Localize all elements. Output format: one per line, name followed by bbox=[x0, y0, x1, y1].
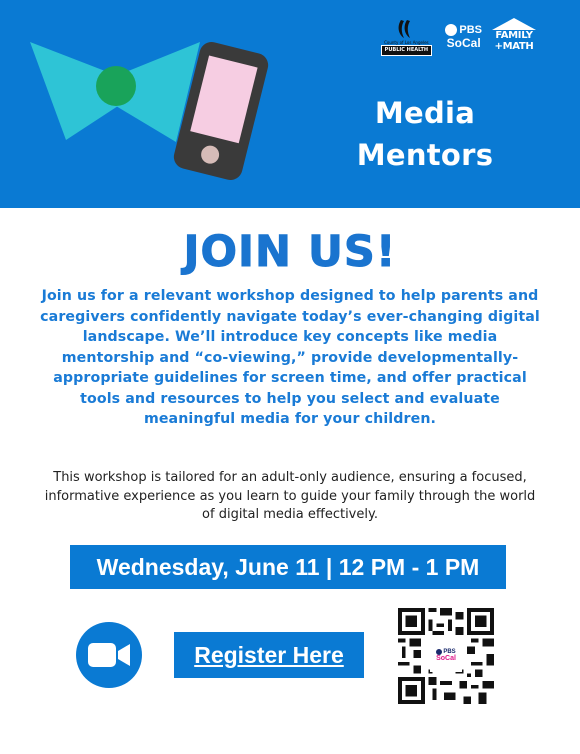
banner-title-line1: Media bbox=[374, 96, 476, 130]
register-link[interactable]: Register Here bbox=[174, 632, 364, 678]
family-math-line2: +MATH bbox=[494, 41, 534, 52]
public-health-logo bbox=[377, 18, 435, 64]
pbs-socal-logo bbox=[445, 24, 482, 50]
intro-paragraph: Join us for a relevant workshop designed to help parents and caregivers confidently navigate today’s ever-changing digital landscape. We’ll introduce key concepts like media mentorship and “co-viewing,” provide developmentally-appropriate guidelines for screen time, and offer practical tools and resources to help you select and evaluate meaningful media for your children. bbox=[40, 288, 540, 427]
banner-title-line2: Mentors bbox=[356, 138, 494, 172]
qr-pbs-socal-label bbox=[430, 640, 462, 672]
public-health-county: County of Los Angeles bbox=[384, 40, 429, 45]
public-health-mark-icon bbox=[395, 18, 417, 40]
pbs-head-icon bbox=[445, 24, 457, 36]
banner-title bbox=[330, 92, 520, 176]
detail-paragraph: This workshop is tailored for an adult-only audience, ensuring a focused, informative experience as you learn to guide your family through the world of digital media effectively. bbox=[44, 470, 536, 522]
date-time-banner: Wednesday, June 11 | 12 PM - 1 PM bbox=[70, 545, 506, 589]
pbs-text: PBS bbox=[459, 24, 482, 36]
public-health-label: PUBLIC HEALTH bbox=[381, 45, 432, 56]
qr-label-bottom: SoCal bbox=[436, 655, 456, 662]
join-us-heading: JOIN US! bbox=[183, 227, 397, 277]
video-camera-icon bbox=[88, 642, 130, 668]
header-banner bbox=[0, 0, 580, 208]
pbs-socal-text: SoCal bbox=[446, 36, 481, 50]
family-math-line1: FAMILY bbox=[495, 30, 533, 41]
partner-logos bbox=[377, 18, 536, 64]
smartphone-icon bbox=[166, 36, 276, 186]
family-math-logo bbox=[492, 18, 536, 52]
house-roof-icon bbox=[492, 18, 536, 30]
qr-label-top: PBS bbox=[443, 649, 456, 655]
zoom-video-button[interactable] bbox=[76, 622, 142, 688]
